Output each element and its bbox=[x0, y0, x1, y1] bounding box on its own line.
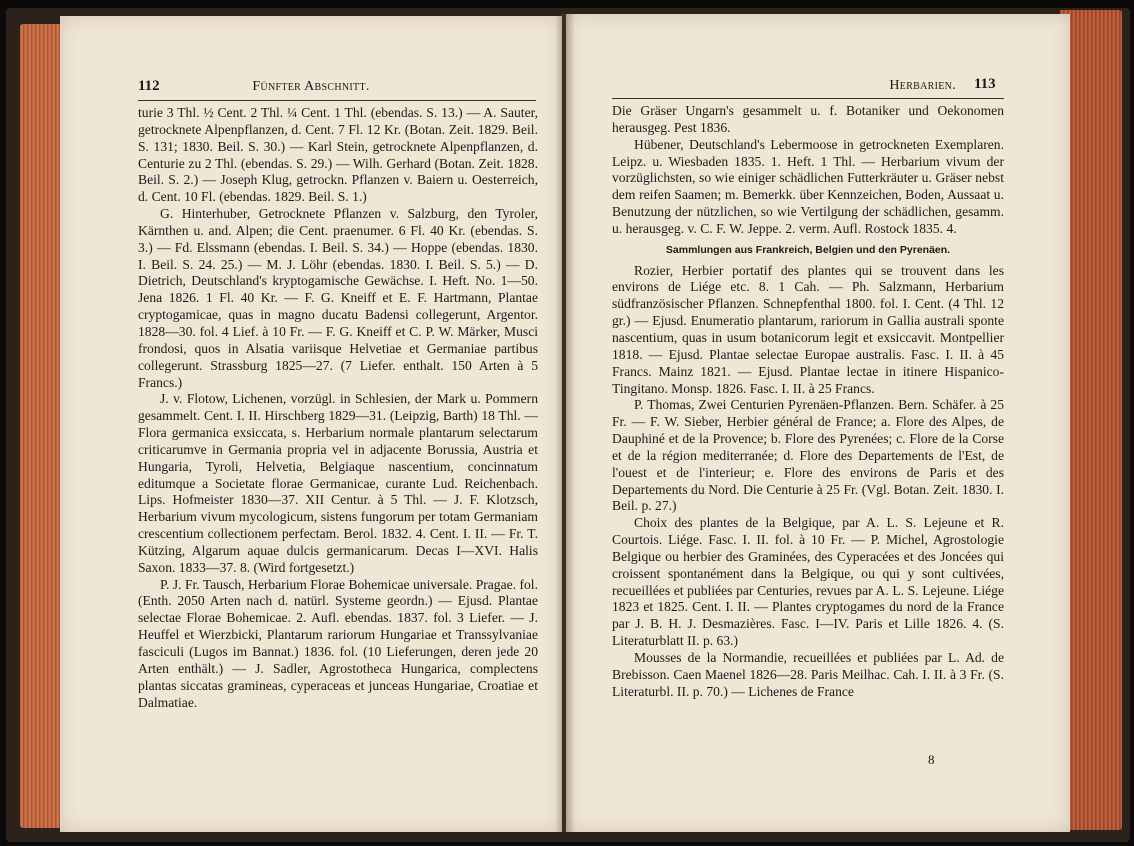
left-paragraph-1: turie 3 Thl. ½ Cent. 2 Thl. ¼ Cent. 1 Thl. (ebendas. S. 13.) — A. Sauter, getrocknete Alpenpflanzen, d. Cent. 7 Fl. 12 Kr. (Botan. Zeit. 1829. Beil. S. 131; 1830. Beil. S. 30.) — Karl Stein, getrocknete Alpenpflanzen, d. Centurie zu 2 Thl. (ebendas. S. 29.) — Wilh. Gerhard (Botan. Zeit. 1828. Beil. S. 2.) — Joseph Klug, getrockn. Pflanzen v. Baiern u. Oesterreich, d. Cent. 10 Fl. (ebendas. 1829. Beil. S. 1.) bbox=[138, 105, 538, 205]
right-page bbox=[566, 14, 1070, 832]
right-running-header: Herbarien. bbox=[889, 78, 956, 93]
right-page-number: 113 bbox=[974, 76, 996, 92]
right-paragraph-1: Die Gräser Ungarn's gesammelt u. f. Botaniker und Oekonomen herausgeg. Pest 1836. bbox=[612, 103, 1004, 135]
left-running-header: Fünfter Abschnitt. bbox=[252, 79, 370, 94]
signature-mark: 8 bbox=[928, 752, 935, 767]
left-paragraph-4: P. J. Fr. Tausch, Herbarium Florae Bohemicae universale. Pragae. fol. (Enth. 2050 Arten nach d. natürl. Systeme geordn.) — Ejusd. Plantae selectae Florae Bohemicae. 2. Aufl. ebendas. 1837. fol. 3 Liefer. — J. Heuffel et Wierzbicki, Plantarum rariorum Hungariae et Transsylvaniae fasciculi (Lugos im Bannat.) 1836. fol. (10 Lieferungen, deren jede 20 Arten enthält.) — J. Sadler, Agrostotheca Hungarica, complectens plantas siccatas gramineas, cyperaceas et junceas Hungariae, Croatiae et Dalmatiae. bbox=[138, 576, 538, 710]
right-paragraph-5: Choix des plantes de la Belgique, par A. L. S. Lejeune et R. Courtois. Liége. Fasc. I. II. fol. à 10 Fr. — P. Michel, Agrostologie Belgique ou herbier des Graminées, des Cyperacées et des Joncées qui croissent spontanément dans la Belgique, ou qui y sont cultivées, recueillées et publiées par Centuries, revues par A. L. S. Lejeune. Liége 1823 et 1825. Cent. I. II. — Plantes cryptogames du nord de la France par J. B. H. J. Desmazières. Fasc. I—IV. Paris et Lille 1826. 4. (S. Literaturblatt II. p. 63.) bbox=[612, 515, 1004, 649]
right-paragraph-2: Hübener, Deutschland's Lebermoose in getrockneten Exemplaren. Leipz. u. Wiesbaden 1835. 1. Heft. 1 Thl. — Herbarium vivum der vorzüglichsten, so wie einiger schädlichen Futterkräuter u. Gräser nebst dem reifen Saamen; m. Bemerkk. über Kennzeichen, Boden, Aussaat u. Benutzung der nützlichen, so wie Vertilgung der schädlichen, gesamm. u. herausgeg. v. C. F. W. Jeppe. 2. verm. Aufl. Rostock 1835. 4. bbox=[612, 136, 1004, 236]
section-heading: Sammlungen aus Frankreich, Belgien und den Pyrenäen. bbox=[665, 243, 951, 256]
left-header-rule bbox=[138, 100, 536, 101]
book-gutter bbox=[555, 14, 575, 832]
right-body-text bbox=[612, 103, 1004, 701]
right-paragraph-3: Rozier, Herbier portatif des plantes qui se trouvent dans les environs de Liége etc. 8. 1 Cah. — Ph. Salzmann, Herbarium südfranzösischer Pflanzen. Schnepfenthal 1800. fol. I. Cent. (4 Thl. 12 gr.) — Ejusd. Enumeratio plantarum, rariorum in Gallia australi sponte nascentium, quas in usum botanicorum legit et exsiccavit. Montpellier 1818. — Ejusd. Plantae selectae Europae australis. Fasc. I. II. à 45 Francs. Mainz 1821. — Ejusd. Plantae lectae in itinere Hispanico-Tingitano. Monsp. 1826. Fasc. I. II. à 25 Francs. bbox=[612, 262, 1004, 396]
right-header-rule bbox=[612, 98, 1004, 99]
left-paragraph-3: J. v. Flotow, Lichenen, vorzügl. in Schlesien, der Mark u. Pommern gesammelt. Cent. I. II. Hirschberg 1829—31. (Leipzig, Barth) 18 Thl. — Flora germanica exsiccata, s. Herbarium normale plantarum selectarum criticarumve in Germania propria vel in adjacente Borussia, Austria et Hungaria, Tyroli, Helvetia, Belgiaque nascentium, concinnatum editumque a Societate florae Germanicae, curante Lud. Reichenbach. Lips. Hofmeister 1830—37. XII Centur. à 5 Thl. — J. F. Klotzsch, Herbarium vivum mycologicum, sistens fungorum per totam Germaniam crescentium collectionem perfectam. Berol. 1832. 4. Cent. I. II. — Fr. T. Kützing, Algarum aquae dulcis germanicarum. Decas I—XVI. Halis Saxon. 1833—37. 8. (Wird fortgesetzt.) bbox=[138, 391, 538, 575]
right-paragraph-4: P. Thomas, Zwei Centurien Pyrenäen-Pflanzen. Bern. Schäfer. à 25 Fr. — F. W. Sieber, Herbier général de France; a. Flore des Alpes, de Dauphiné et de la Provence; b. Flore des Pyrenées; c. Flore de la Corse et de la région mediterranée; d. Flore des Departements de l'Est, de l'ouest et de l'interieur; e. Flore des environs de Paris et des Departements du Nord. Die Centurie à 25 Fr. (Vgl. Botan. Zeit. 1830. I. Beil. p. 27.) bbox=[612, 397, 1004, 514]
left-paragraph-2: G. Hinterhuber, Getrocknete Pflanzen v. Salzburg, den Tyroler, Kärnthen u. and. Alpen; die Cent. praenumer. 6 Fl. 40 Kr. (ebendas. S. 3.) — Fd. Elssmann (ebendas. I. Beil. S. 34.) — Hoppe (ebendas. 1830. I. Beil. S. 24. 25.) — M. J. Löhr (ebendas. 1830. I. Beil. S. 5.) — D. Dietrich, Deutschland's kryptogamische Gewächse. I. Heft. No. 1—50. Jena 1826. 1 Fl. 40 Kr. — F. G. Kneiff et E. F. Hartmann, Plantae cryptogamicae, quas in magno ducatu Badensi collegerunt, Argentor. 1828—30. fol. 4 Lief. à 10 Fr. — F. G. Kneiff et C. P. W. Märker, Musci frondosi, quos in Alsatia variisque Helvetiae et Germaniae partibus collegerunt. Strassburg 1825—27. (7 Liefer. enthalt. 150 Arten à 5 Francs.) bbox=[138, 206, 538, 390]
left-page-number: 112 bbox=[138, 78, 160, 94]
left-body-text bbox=[138, 105, 538, 711]
right-paragraph-6: Mousses de la Normandie, recueillées et publiées par L. Ad. de Brebisson. Caen Maenel 1826—28. Paris Meilhac. Cah. I. II. à 3 Fr. (S. Literaturbl. II. p. 70.) — Lichenes de France bbox=[612, 650, 1004, 699]
left-page bbox=[60, 16, 562, 832]
